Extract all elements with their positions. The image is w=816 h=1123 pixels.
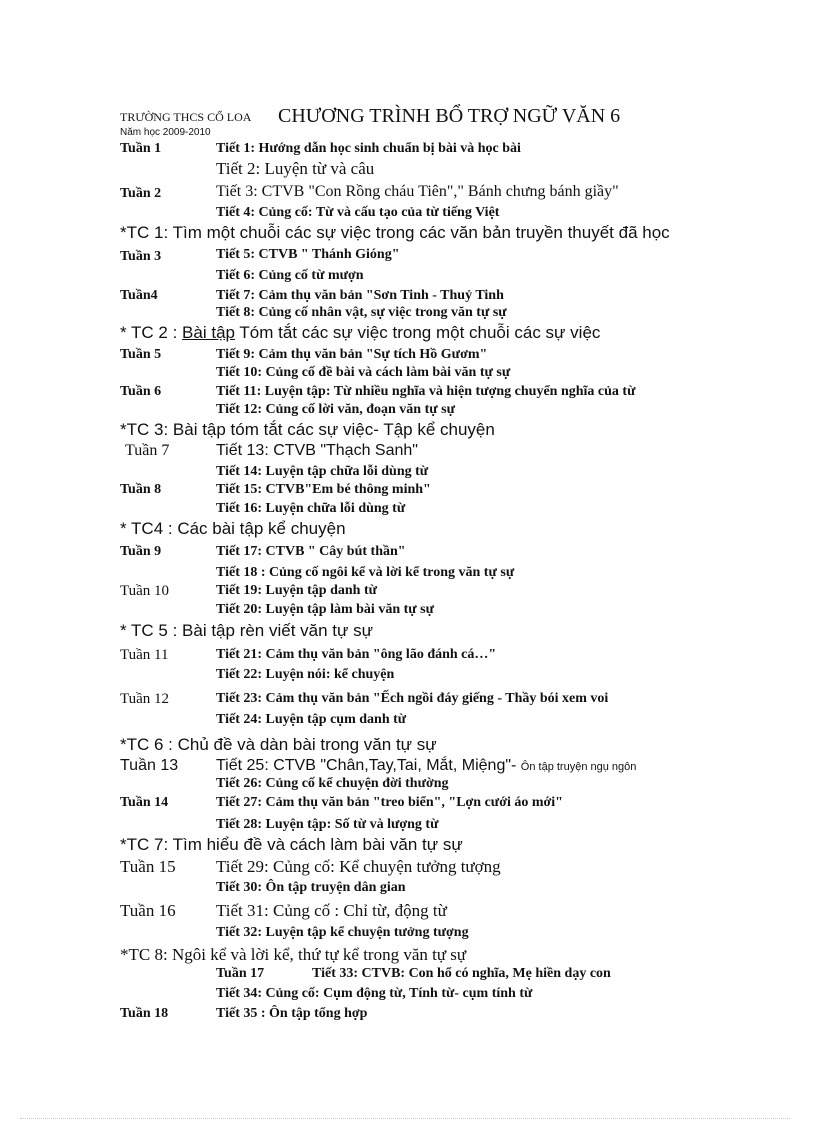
lesson-line: Tiết 23: Cảm thụ văn bản "Ếch ngồi đáy giếng - Thầy bói xem voi: [216, 691, 609, 706]
lesson-line: Tiết 26: Củng cố kể chuyện đời thường: [216, 776, 449, 791]
week-label: Tuần 5: [120, 347, 162, 362]
week-label: Tuần 6: [120, 384, 162, 399]
lesson-line: Tiết 14: Luyện tập chữa lỗi dùng từ: [216, 464, 429, 479]
lesson-note: Ôn tập truyện ngụ ngôn: [520, 761, 637, 773]
week-label: Tuần4: [120, 288, 158, 303]
week-label: Tuần 10: [120, 583, 170, 599]
topic-heading: * TC 5 : Bài tập rèn viết văn tự sự: [120, 621, 373, 640]
lesson-line: Tiết 4: Củng cố: Từ và cấu tạo của từ tiếng Việt: [216, 205, 500, 220]
week-label: Tuần 18: [120, 1006, 169, 1021]
lesson-line: [216, 758, 636, 774]
week-label: Tuần 1: [120, 141, 162, 156]
lesson-line: Tiết 17: CTVB " Cây bút thần": [216, 544, 406, 559]
lesson-line: Tiết 20: Luyện tập làm bài văn tự sự: [216, 602, 435, 617]
week-label: Tuần 11: [120, 647, 169, 663]
lesson-line: Tiết 35 : Ôn tập tổng hợp: [216, 1006, 368, 1021]
week-label: Tuần 3: [120, 249, 162, 264]
topic-heading: *TC 7: Tìm hiểu đề và cách làm bài văn tự sự: [120, 835, 463, 854]
lesson-line: Tiết 27: Cảm thụ văn bản "treo biển", "Lợn cưới áo mới": [216, 795, 563, 810]
page-title: CHƯƠNG TRÌNH BỔ TRỢ NGỮ VĂN 6: [278, 105, 621, 127]
page-bottom-divider: [20, 1118, 790, 1119]
topic-rest: Tóm tắt các sự việc trong một chuỗi các sự việc: [234, 323, 601, 342]
topic-heading: *TC 1: Tìm một chuỗi các sự việc trong các văn bản truyền thuyết đã học: [120, 223, 670, 242]
lesson-text: Tiết 25: CTVB "Chân,Tay,Tai, Mắt, Miệng"-: [216, 757, 521, 774]
week-label: Tuần 17: [216, 966, 265, 981]
lesson-line: Tiết 29: Củng cố: Kể chuyện tưởng tượng: [216, 857, 501, 876]
week-label: Tuần 12: [120, 691, 170, 707]
school-name: TRƯỜNG THCS CỔ LOA: [120, 110, 252, 124]
lesson-line: Tiết 30: Ôn tập truyện dân gian: [216, 880, 406, 895]
week-label: Tuần 15: [120, 857, 176, 876]
topic-underlined: Bài tập: [182, 323, 235, 342]
week-label: Tuần 7: [125, 442, 170, 459]
topic-heading: * TC4 : Các bài tập kể chuyện: [120, 519, 346, 538]
lesson-line: Tiết 11: Luyện tập: Từ nhiều nghĩa và hiện tượng chuyển nghĩa của từ: [216, 384, 636, 399]
lesson-line: Tiết 24: Luyện tập cụm danh từ: [216, 712, 407, 727]
week-label: Tuần 13: [120, 757, 179, 774]
lesson-line: Tiết 21: Cảm thụ văn bản "ông lão đánh cá…": [216, 647, 497, 662]
lesson-line: Tiết 10: Củng cố đề bài và cách làm bài văn tự sự: [216, 365, 511, 380]
topic-heading: *TC 8: Ngôi kể và lời kể, thứ tự kể trong văn tự sự: [120, 945, 467, 964]
topic-heading: *TC 3: Bài tập tóm tắt các sự việc- Tập kể chuyện: [120, 420, 495, 439]
lesson-line: Tiết 34: Củng cố: Cụm động từ, Tính từ- cụm tính từ: [216, 986, 533, 1001]
school-year: Năm học 2009-2010: [120, 127, 211, 138]
topic-heading: *TC 6 : Chủ đề và dàn bài trong văn tự sự: [120, 735, 437, 754]
lesson-line: Tiết 16: Luyện chữa lỗi dùng từ: [216, 501, 406, 516]
lesson-line: Tiết 1: Hướng dẫn học sinh chuẩn bị bài và học bài: [216, 141, 521, 156]
week-label: Tuần 2: [120, 186, 162, 201]
week-label: Tuần 8: [120, 482, 162, 497]
week-label: Tuần 9: [120, 544, 162, 559]
week-label: Tuần 16: [120, 901, 176, 920]
lesson-line: Tiết 33: CTVB: Con hổ có nghĩa, Mẹ hiền dạy con: [312, 966, 611, 981]
lesson-line: Tiết 18 : Củng cố ngôi kể và lời kể trong văn tự sự: [216, 565, 515, 580]
lesson-line: Tiết 31: Củng cố : Chỉ từ, động từ: [216, 901, 447, 920]
lesson-line: Tiết 2: Luyện từ và câu: [216, 159, 375, 178]
lesson-line: Tiết 15: CTVB"Em bé thông minh": [216, 482, 431, 497]
lesson-line: Tiết 22: Luyện nói: kể chuyện: [216, 667, 395, 682]
lesson-line: Tiết 3: CTVB "Con Rồng cháu Tiên"," Bánh chưng bánh giầy": [216, 183, 619, 200]
topic-prefix: * TC 2 :: [120, 323, 183, 342]
lesson-line: Tiết 5: CTVB " Thánh Gióng": [216, 247, 400, 262]
lesson-line: Tiết 28: Luyện tập: Số từ và lượng từ: [216, 817, 439, 832]
lesson-line: Tiết 13: CTVB "Thạch Sanh": [216, 442, 418, 459]
lesson-line: Tiết 8: Củng cố nhân vật, sự việc trong văn tự sự: [216, 305, 507, 320]
lesson-line: Tiết 9: Cảm thụ văn bản "Sự tích Hồ Gươm": [216, 347, 488, 362]
week-label: Tuần 14: [120, 795, 169, 810]
lesson-line: Tiết 19: Luyện tập danh từ: [216, 583, 378, 598]
lesson-line: Tiết 12: Củng cố lời văn, đoạn văn tự sự: [216, 402, 455, 417]
lesson-line: Tiết 32: Luyện tập kể chuyện tưởng tượng: [216, 925, 469, 940]
topic-heading: [120, 324, 600, 341]
lesson-line: Tiết 7: Cảm thụ văn bản "Sơn Tinh - Thuỷ Tinh: [216, 288, 504, 303]
lesson-line: Tiết 6: Củng cố từ mượn: [216, 268, 364, 283]
